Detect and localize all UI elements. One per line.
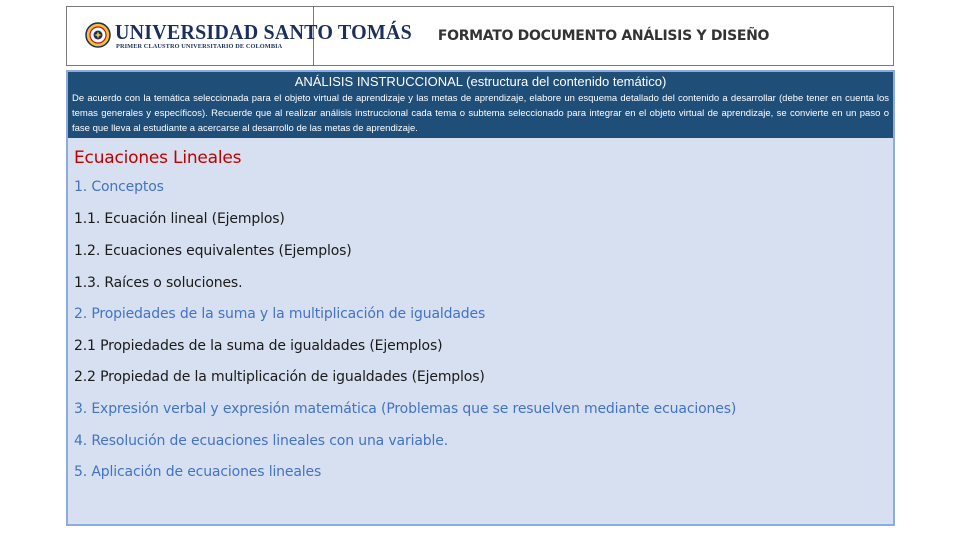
outline-item: 2.2 Propiedad de la multiplicación de igualdades (Ejemplos) bbox=[74, 369, 485, 385]
outline-item: 1. Conceptos bbox=[74, 179, 164, 195]
outline-item: 1.3. Raíces o soluciones. bbox=[74, 275, 243, 291]
document-title: FORMATO DOCUMENTO ANÁLISIS Y DISEÑO bbox=[437, 28, 770, 44]
content-title: Ecuaciones Lineales bbox=[74, 148, 242, 168]
section-title: ANÁLISIS INSTRUCCIONAL (estructura del contenido temático) bbox=[294, 74, 667, 89]
section-header bbox=[68, 72, 893, 138]
outline-item: 2. Propiedades de la suma y la multiplicación de igualdades bbox=[74, 306, 486, 322]
outline-item: 1.2. Ecuaciones equivalentes (Ejemplos) bbox=[74, 243, 352, 259]
section-description: De acuerdo con la temática seleccionada para el objeto virtual de aprendizaje y las metas de aprendizaje, elabore un esquema detallado del contenido a desarrollar (debe tener en cuenta los temas generales y específicos). Recuerde que al realizar análisis instruccional cada tema o subtema seleccionado para integrar en el objeto virtual de aprendizaje, se convierte en un paso o fase que lleva al estudiante a acercarse al desarrollo de las metas de aprendizaje. bbox=[72, 93, 889, 134]
university-name: UNIVERSIDAD SANTO TOMÁS bbox=[115, 21, 412, 45]
content-panel bbox=[66, 70, 895, 526]
outline-item: 5. Aplicación de ecuaciones lineales bbox=[74, 464, 322, 480]
university-seal-icon bbox=[85, 22, 111, 48]
document-header bbox=[66, 6, 894, 66]
outline-item: 2.1 Propiedades de la suma de igualdades (Ejemplos) bbox=[74, 338, 443, 354]
university-logo bbox=[67, 7, 412, 65]
outline-item: 3. Expresión verbal y expresión matemática (Problemas que se resuelven mediante ecuaciones) bbox=[74, 401, 737, 417]
outline-item: 1.1. Ecuación lineal (Ejemplos) bbox=[74, 211, 285, 227]
outline-item: 4. Resolución de ecuaciones lineales con una variable. bbox=[74, 433, 448, 449]
university-subtitle: PRIMER CLAUSTRO UNIVERSITARIO DE COLOMBIA bbox=[116, 43, 283, 50]
